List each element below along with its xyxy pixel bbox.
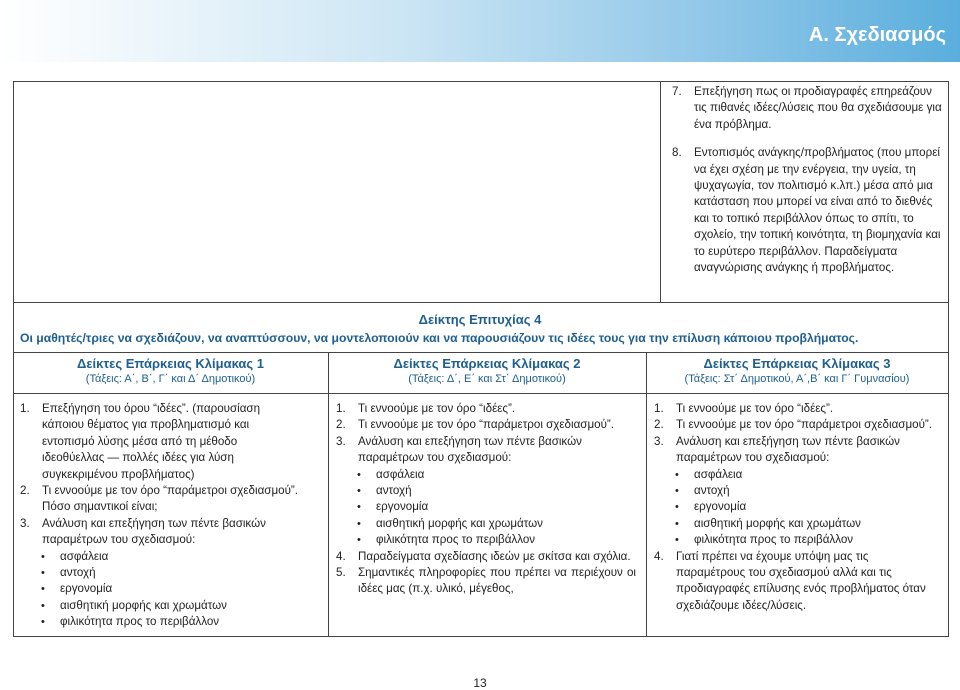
page-number: 13 bbox=[473, 676, 487, 690]
table-border-right bbox=[948, 81, 949, 636]
bullet-item: • αντοχή bbox=[336, 483, 636, 499]
item-number: 4. bbox=[336, 549, 346, 563]
header-row-top bbox=[13, 352, 949, 353]
list-item-text: Εντοπισμός ανάγκης/προβλήματος (που μπορεί να έχει σχέση με την ενέργεια, την υγεία, τη ψυχαγωγία, τον πολιτισμό κ.λπ.) μέσα από μια κατάσταση που μπορεί να είναι από το διεθνές και το τοπικό περιβάλλον όπως το σπίτι, το σχολείο, την τοπική κοινότητα, τη βιομηχανία και το ευρύτερο περιβάλλον. Παραδείγματα αναγνώρισης ανάγκης ή προβλήματος. bbox=[694, 146, 941, 275]
top-list bbox=[664, 84, 944, 288]
item-number: 1. bbox=[20, 402, 30, 415]
list-item bbox=[20, 516, 302, 549]
table-border-top bbox=[13, 81, 949, 82]
item-text: Ανάλυση και επεξήγηση των πέντε βασικών παραμέτρων του σχεδιασμού: bbox=[676, 434, 900, 465]
list-item bbox=[654, 434, 938, 467]
item-number: 1. bbox=[654, 402, 664, 415]
list-item bbox=[336, 565, 636, 598]
column-divider-1 bbox=[328, 352, 329, 636]
list-item bbox=[654, 417, 938, 433]
item-text: Ανάλυση και επεξήγηση των πέντε βασικών παραμέτρων του σχεδιασμού: bbox=[358, 434, 582, 465]
bullet-item: • ασφάλεια bbox=[654, 467, 938, 483]
column-header-3 bbox=[646, 356, 948, 385]
column-header-1 bbox=[13, 356, 328, 385]
bullet-item: • ασφάλεια bbox=[20, 549, 302, 565]
bullet-item: • φιλικότητα προς το περιβάλλον bbox=[20, 614, 302, 630]
list-item bbox=[336, 401, 636, 417]
column-title: Δείκτες Επάρκειας Κλίμακας 2 bbox=[393, 356, 581, 371]
column-subtitle: (Τάξεις: Α΄, Β΄, Γ΄ και Δ΄ Δημοτικού) bbox=[85, 373, 256, 385]
item-text: Τι εννοούμε με τον όρο “ιδέες”. bbox=[676, 402, 834, 415]
bullet-item: • εργονομία bbox=[20, 581, 302, 597]
bullet-item: • εργονομία bbox=[336, 499, 636, 515]
column-divider-2 bbox=[646, 352, 647, 636]
page-header-title: Α. Σχεδιασμός bbox=[808, 24, 946, 46]
item-number: 3. bbox=[336, 434, 346, 448]
list-item bbox=[664, 145, 944, 276]
bullet-item: • αισθητική μορφής και χρωμάτων bbox=[654, 516, 938, 532]
list-item bbox=[336, 549, 636, 565]
bullet-item: • εργονομία bbox=[654, 499, 938, 515]
item-number: 5. bbox=[336, 566, 346, 580]
column-content-1 bbox=[20, 401, 302, 631]
bullet-item: • φιλικότητα προς το περιβάλλον bbox=[336, 532, 636, 548]
column-header-2 bbox=[328, 356, 646, 385]
list-item-number: 7. bbox=[672, 85, 682, 98]
table-border-bottom bbox=[13, 636, 949, 637]
header-row-bottom bbox=[13, 393, 949, 394]
column-content-3 bbox=[654, 401, 938, 614]
indicator-title: Δείκτης Επιτυχίας 4 bbox=[418, 312, 542, 327]
item-number: 1. bbox=[336, 402, 346, 415]
item-number: 2. bbox=[20, 484, 30, 498]
indicator-row-top bbox=[13, 302, 949, 303]
item-number: 2. bbox=[336, 418, 346, 432]
column-subtitle: (Τάξεις: Στ΄ Δημοτικού, Α΄,Β΄ και Γ΄ Γυμνασίου) bbox=[684, 373, 910, 385]
item-number: 3. bbox=[654, 434, 664, 448]
item-text: Γιατί πρέπει να έχουμε υπόψη μας τις παραμέτρους του σχεδιασμού αλλά και τις προδιαγραφές επίλυσης ενός προβλήματος όταν σχεδιάζουμε ιδέες/λύσεις. bbox=[676, 549, 926, 612]
item-text: Παραδείγματα σχεδίασης ιδεών με σκίτσα και σχόλια. bbox=[358, 549, 631, 563]
list-item bbox=[20, 401, 302, 483]
item-number: 4. bbox=[654, 549, 664, 563]
list-item bbox=[20, 483, 302, 516]
item-text: Τι εννοούμε με τον όρο “ιδέες”. bbox=[358, 402, 516, 415]
list-item bbox=[654, 549, 938, 615]
list-item-number: 8. bbox=[672, 146, 682, 160]
list-item-text: Επεξήγηση πως οι προδιαγραφές επηρεάζουν τις πιθανές ιδέες/λύσεις που θα σχεδιάσουμε για ένα πρόβλημα. bbox=[694, 85, 942, 131]
list-item bbox=[336, 417, 636, 433]
item-text: Τι εννοούμε με τον όρο “παράμετροι σχεδιασμού”. bbox=[676, 418, 932, 432]
top-row-divider bbox=[660, 81, 661, 302]
item-number: 3. bbox=[20, 516, 30, 530]
bullet-item: • αντοχή bbox=[20, 565, 302, 581]
column-subtitle: (Τάξεις: Δ΄, Ε΄ και Στ΄ Δημοτικού) bbox=[408, 373, 566, 385]
bullet-item: • ασφάλεια bbox=[336, 467, 636, 483]
list-item bbox=[664, 84, 944, 133]
column-content-2 bbox=[336, 401, 636, 598]
column-title: Δείκτες Επάρκειας Κλίμακας 1 bbox=[77, 356, 264, 371]
bullet-item: • φιλικότητα προς το περιβάλλον bbox=[654, 532, 938, 548]
item-text: Ανάλυση και επεξήγηση των πέντε βασικών παραμέτρων του σχεδιασμού: bbox=[42, 516, 266, 547]
bullet-item: • αισθητική μορφής και χρωμάτων bbox=[336, 516, 636, 532]
item-text: Σημαντικές πληροφορίες που πρέπει να περιέχουν οι ιδέες μας (π.χ. υλικό, μέγεθος, bbox=[358, 566, 636, 596]
bullet-item: • αντοχή bbox=[654, 483, 938, 499]
list-item bbox=[336, 434, 636, 467]
column-title: Δείκτες Επάρκειας Κλίμακας 3 bbox=[703, 356, 891, 371]
indicator-description: Οι μαθητές/τριες να σχεδιάζουν, να αναπτύσσουν, να μοντελοποιούν και να παρουσιάζουν τις ιδέες τους για την επίλυση κάποιου προβλήματος. bbox=[20, 331, 859, 345]
list-item bbox=[654, 401, 938, 417]
item-number: 2. bbox=[654, 418, 664, 432]
item-text: Επεξήγηση του όρου “ιδέες”. (παρουσίαση κάποιου θέματος για προβληματισμό και εντοπισμό λύσης μέσα από τη μέθοδο ιδεοθύελλας — πολλές ιδέες για λύση συγκεκριμένου προβλήματος) bbox=[42, 402, 261, 481]
item-text: Τι εννοούμε με τον όρο “παράμετροι σχεδιασμού”. Πόσο σημαντικοί είναι; bbox=[42, 484, 298, 514]
bullet-item: • αισθητική μορφής και χρωμάτων bbox=[20, 598, 302, 614]
item-text: Τι εννοούμε με τον όρο “παράμετροι σχεδιασμού”. bbox=[358, 418, 614, 432]
